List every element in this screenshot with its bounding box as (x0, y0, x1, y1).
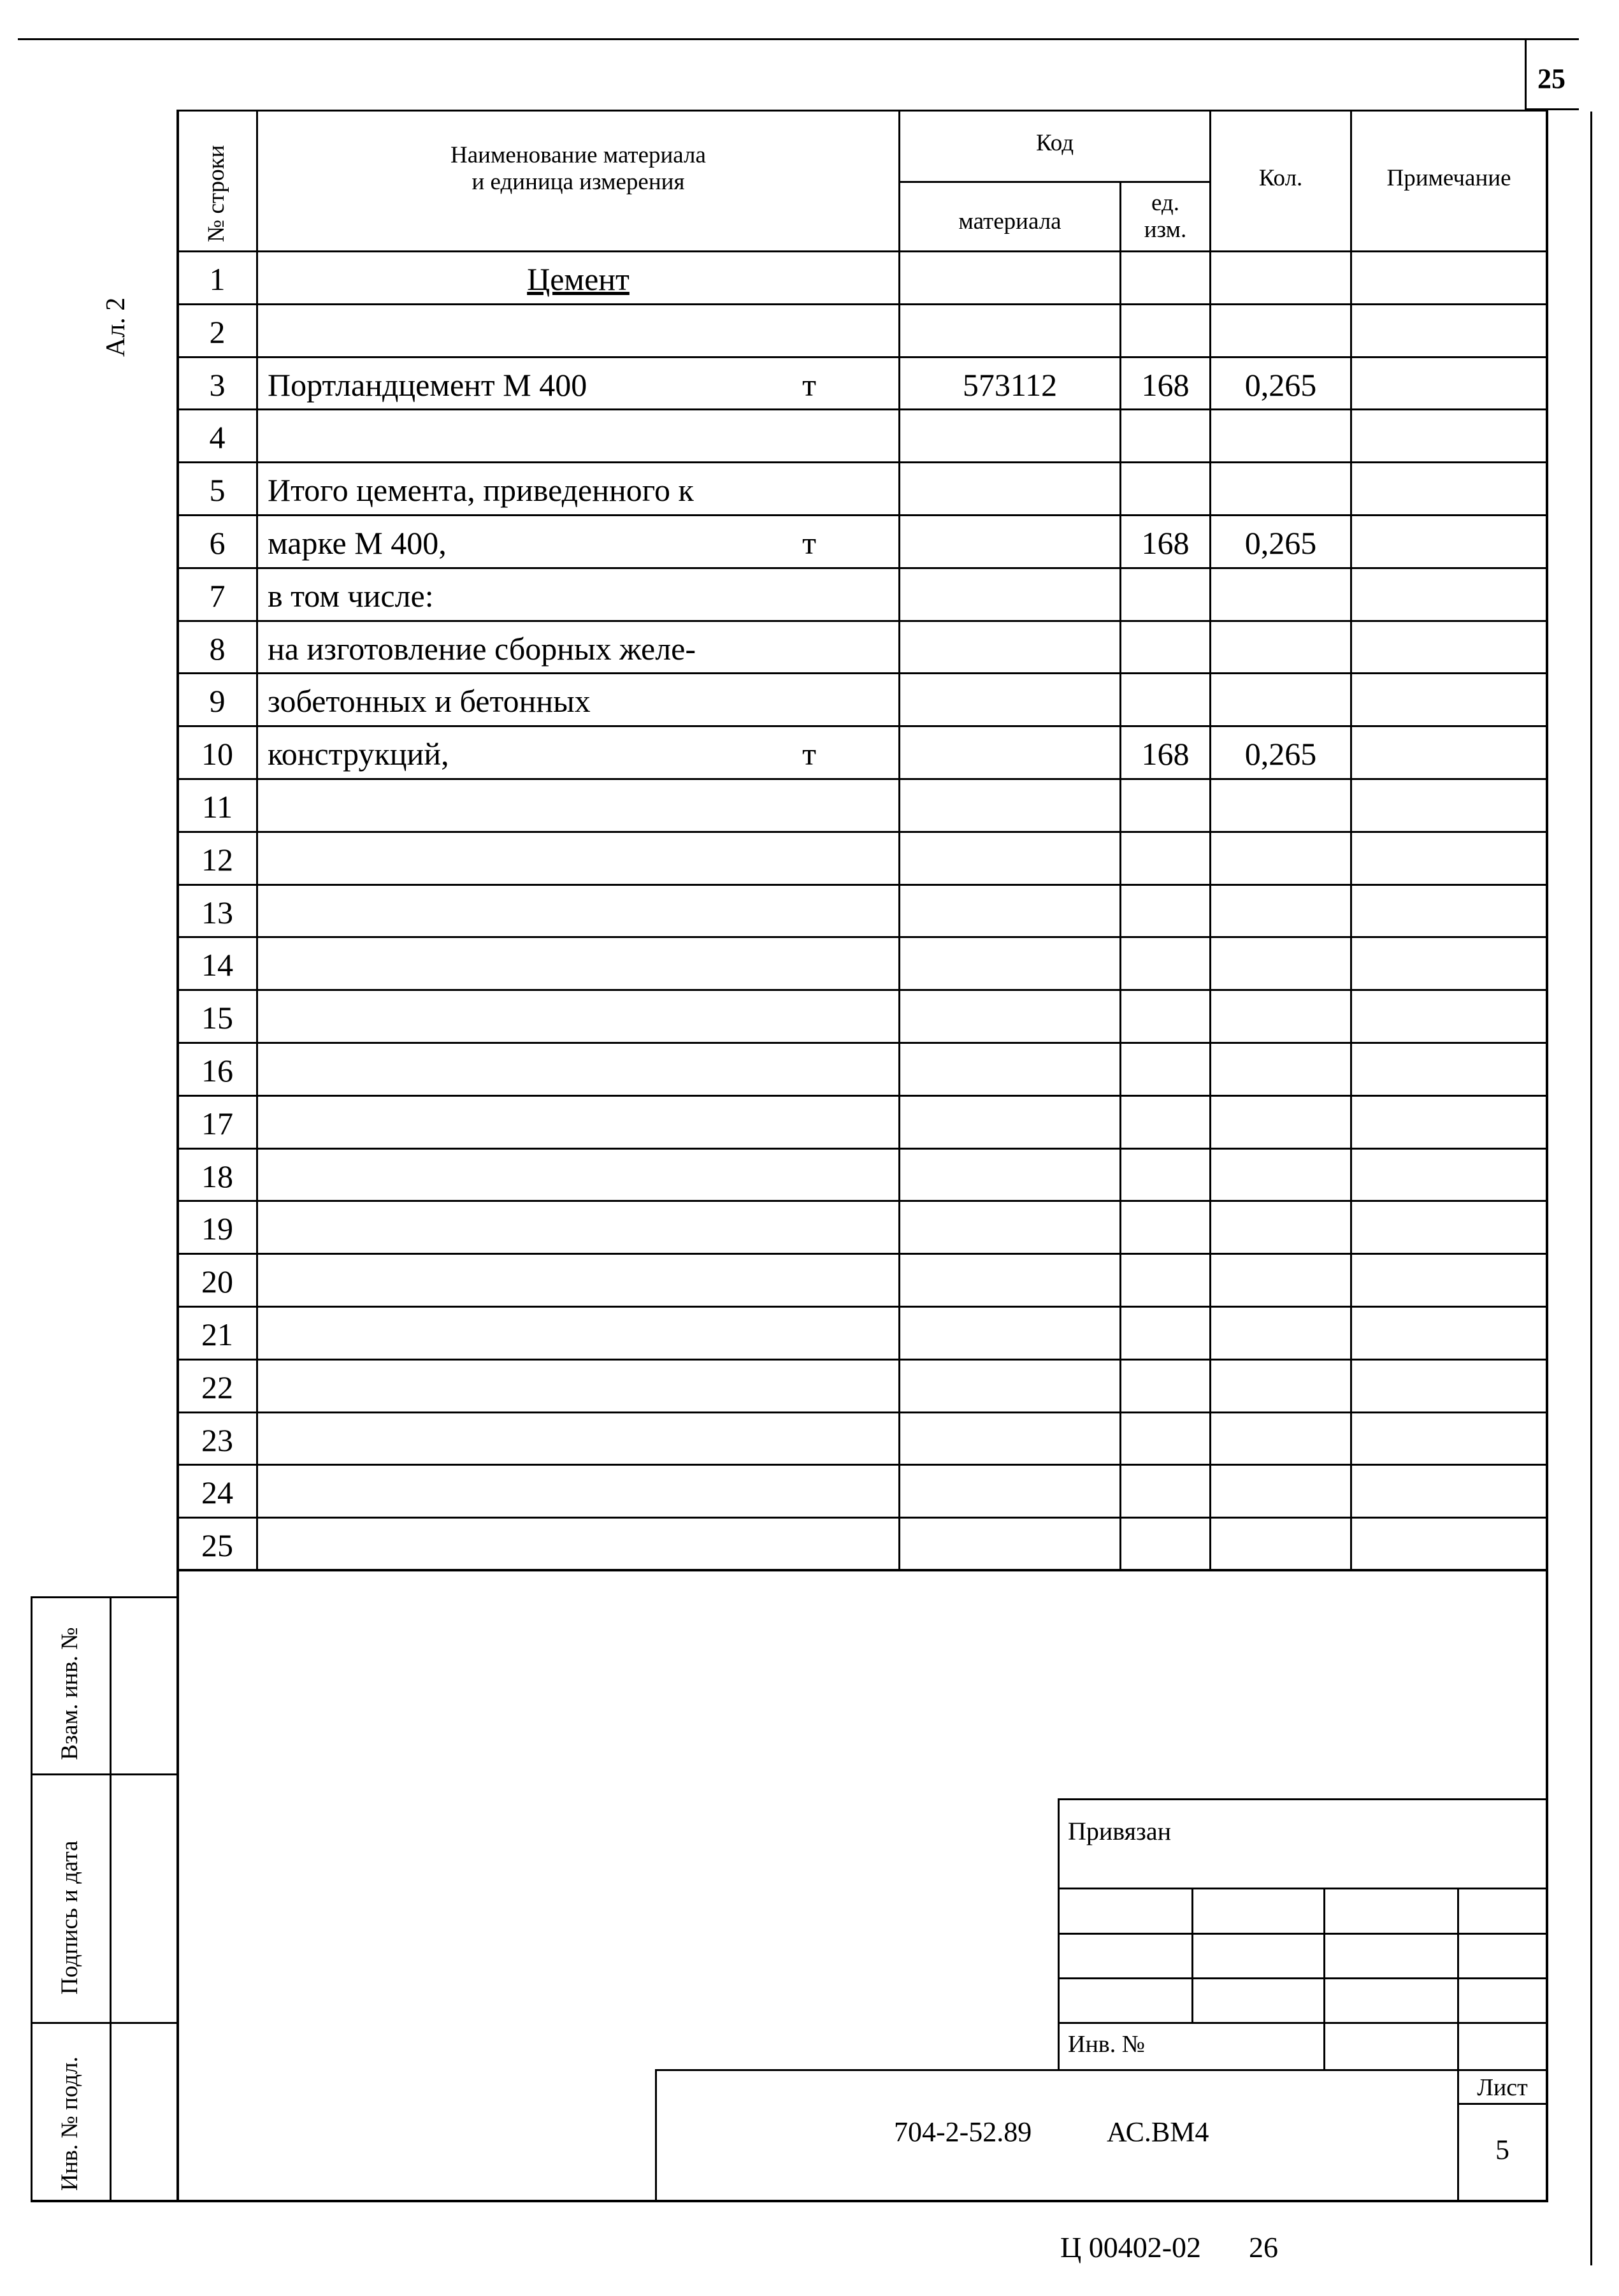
row-qty (1211, 938, 1350, 991)
row-qty (1211, 1413, 1350, 1466)
row-number: 16 (201, 1052, 233, 1088)
tb-privyazan: Привязан (1068, 1817, 1172, 1845)
row-note (1352, 252, 1546, 305)
row-qty (1211, 833, 1350, 886)
row-qty (1211, 780, 1350, 833)
sheet-side-label: Ал. 2 (101, 297, 131, 357)
row-unit-code (1121, 1150, 1209, 1202)
row-unit (784, 463, 835, 516)
row-unit-code (1121, 463, 1209, 516)
row-name (268, 1413, 816, 1466)
row-material-code (900, 1097, 1119, 1150)
row-number: 3 (209, 366, 226, 403)
side-stamp-podpis: Подпись и дата (57, 1840, 83, 1995)
row-unit (784, 1361, 835, 1413)
row-unit-code (1121, 622, 1209, 675)
row-material-code (900, 938, 1119, 991)
tb-grid-line-3 (1058, 1977, 1548, 1979)
row-qty (1211, 1097, 1350, 1150)
row-material-code (900, 833, 1119, 886)
row-note (1352, 1308, 1546, 1361)
row-note (1352, 1519, 1546, 1571)
header-row-number: № строки (203, 145, 229, 242)
side-stamp-mid (110, 1596, 112, 2202)
row-qty (1211, 1255, 1350, 1308)
row-unit-code (1121, 1044, 1209, 1097)
row-name (268, 1308, 816, 1361)
row-material-code: 573112 (962, 366, 1058, 403)
row-unit-code (1121, 410, 1209, 463)
row-qty (1211, 305, 1350, 358)
row-name: Цемент (527, 261, 630, 297)
tb-grid-line-1 (1058, 1888, 1548, 1889)
row-qty (1211, 569, 1350, 622)
row-name (268, 1255, 816, 1308)
header-code-material: материала (958, 208, 1061, 235)
row-number: 6 (209, 524, 226, 561)
right-margin-line (1590, 112, 1592, 2265)
row-note (1352, 727, 1546, 780)
row-unit (784, 569, 835, 622)
row-unit (784, 1150, 835, 1202)
row-name (268, 1466, 816, 1519)
row-name (268, 1097, 816, 1150)
row-name: зобетонных и бетонных (268, 682, 591, 719)
row-name (268, 1519, 816, 1571)
row-unit (784, 991, 835, 1044)
row-qty (1211, 1150, 1350, 1202)
row-unit-code (1121, 252, 1209, 305)
row-name (268, 410, 816, 463)
row-number: 17 (201, 1105, 233, 1141)
row-qty (1211, 886, 1350, 939)
row-qty: 0,265 (1244, 735, 1317, 772)
side-stamp-line-1 (31, 1773, 178, 1775)
table-body-bottom (176, 1569, 1548, 1571)
row-note (1352, 1150, 1546, 1202)
row-note (1352, 305, 1546, 358)
header-note: Примечание (1386, 165, 1511, 191)
sheet-bottom-border (31, 2200, 1548, 2202)
row-note (1352, 622, 1546, 675)
header-code-unit (1121, 185, 1209, 249)
header-name-text: Наименование материала и единица измерения (450, 142, 706, 195)
row-note (1352, 1255, 1546, 1308)
tb-main-top (655, 2069, 1548, 2071)
header-code-unit-text: ед. изм. (1144, 190, 1187, 243)
row-note (1352, 938, 1546, 991)
row-material-code (900, 1519, 1119, 1571)
row-name (268, 886, 816, 939)
row-number: 23 (201, 1422, 233, 1458)
header-name (258, 134, 898, 204)
row-unit-code (1121, 1097, 1209, 1150)
row-number: 22 (201, 1369, 233, 1405)
row-name (268, 1044, 816, 1097)
row-unit (784, 1413, 835, 1466)
row-number: 5 (209, 472, 226, 508)
row-note (1352, 1044, 1546, 1097)
tb-main-left (655, 2069, 657, 2201)
row-qty (1211, 1044, 1350, 1097)
row-number: 19 (201, 1210, 233, 1246)
row-name (268, 833, 816, 886)
row-qty (1211, 991, 1350, 1044)
code-subheader-line (898, 181, 1211, 183)
row-number: 10 (201, 735, 233, 772)
row-unit (784, 1519, 835, 1571)
row-qty (1211, 1202, 1350, 1255)
row-number: 9 (209, 682, 226, 719)
row-name: Портландцемент М 400 (268, 366, 587, 403)
row-name: на изготовление сборных желе- (268, 630, 696, 667)
tb-doc-code: 704-2-52.89 (894, 2116, 1032, 2148)
tb-top (1058, 1798, 1548, 1800)
row-note (1352, 410, 1546, 463)
row-name (268, 938, 816, 991)
row-name (268, 991, 816, 1044)
row-note (1352, 674, 1546, 727)
row-unit (784, 938, 835, 991)
row-qty (1211, 674, 1350, 727)
row-qty: 0,265 (1244, 366, 1317, 403)
row-note (1352, 833, 1546, 886)
row-material-code (900, 886, 1119, 939)
row-note (1352, 780, 1546, 833)
row-qty (1211, 1519, 1350, 1571)
row-material-code (900, 727, 1119, 780)
row-note (1352, 1466, 1546, 1519)
row-unit (784, 674, 835, 727)
row-note (1352, 358, 1546, 411)
row-material-code (900, 674, 1119, 727)
row-number: 25 (201, 1527, 233, 1563)
row-unit (784, 410, 835, 463)
row-unit-code (1121, 886, 1209, 939)
row-number: 14 (201, 946, 233, 983)
row-unit-code (1121, 780, 1209, 833)
row-unit-code (1121, 1413, 1209, 1466)
tb-vline-1 (1191, 1888, 1193, 2022)
row-material-code (900, 1202, 1119, 1255)
row-number: 12 (201, 841, 233, 877)
side-stamp-line-2 (31, 2022, 178, 2024)
side-stamp-left (31, 1596, 32, 2202)
row-unit-code (1121, 833, 1209, 886)
row-number: 18 (201, 1158, 233, 1194)
row-number: 8 (209, 630, 226, 667)
row-number: 15 (201, 999, 233, 1036)
row-unit-code (1121, 1361, 1209, 1413)
row-qty (1211, 1361, 1350, 1413)
side-stamp-top (31, 1596, 178, 1598)
row-material-code (900, 1466, 1119, 1519)
row-unit-code (1121, 674, 1209, 727)
row-material-code (900, 780, 1119, 833)
row-qty (1211, 463, 1350, 516)
row-number: 13 (201, 894, 233, 930)
row-name: Итого цемента, приведенного к (268, 472, 694, 508)
row-note (1352, 991, 1546, 1044)
row-name (268, 780, 816, 833)
row-name: в том числе: (268, 577, 434, 614)
row-unit (784, 1044, 835, 1097)
row-unit (784, 1255, 835, 1308)
row-qty: 0,265 (1244, 524, 1317, 561)
row-unit (784, 1466, 835, 1519)
row-material-code (900, 1308, 1119, 1361)
row-unit (784, 833, 835, 886)
row-unit (784, 252, 835, 305)
tb-doc-mark: АС.ВМ4 (1107, 2116, 1209, 2148)
row-number: 20 (201, 1263, 233, 1299)
tb-vline-2 (1323, 1888, 1325, 2070)
row-note (1352, 1097, 1546, 1150)
row-note (1352, 1361, 1546, 1413)
row-qty (1211, 1308, 1350, 1361)
row-material-code (900, 516, 1119, 569)
row-unit-code: 168 (1141, 735, 1190, 772)
row-material-code (900, 410, 1119, 463)
tb-sheet-label: Лист (1477, 2074, 1528, 2101)
page-number: 25 (1537, 63, 1565, 94)
row-unit-code (1121, 1519, 1209, 1571)
row-name (268, 305, 816, 358)
row-unit (784, 780, 835, 833)
row-unit: т (802, 366, 816, 403)
top-border (18, 38, 1579, 40)
row-number: 4 (209, 419, 226, 455)
row-note (1352, 886, 1546, 939)
row-number: 7 (209, 577, 226, 614)
side-stamp-inv: Инв. № подл. (57, 2056, 83, 2191)
row-material-code (900, 569, 1119, 622)
row-unit-code: 168 (1141, 524, 1190, 561)
row-unit-code (1121, 938, 1209, 991)
row-material-code (900, 463, 1119, 516)
row-number: 1 (209, 261, 226, 297)
row-unit: т (802, 735, 816, 772)
row-unit (784, 1308, 835, 1361)
row-qty (1211, 252, 1350, 305)
row-name (268, 1150, 816, 1202)
row-number: 21 (201, 1316, 233, 1352)
row-unit (784, 886, 835, 939)
row-name: конструкций, (268, 735, 449, 772)
row-unit (784, 305, 835, 358)
row-material-code (900, 1413, 1119, 1466)
row-number: 2 (209, 314, 226, 350)
header-code: Код (1035, 130, 1074, 156)
tb-inv-no: Инв. № (1068, 2031, 1145, 2058)
row-unit-code (1121, 1308, 1209, 1361)
side-stamp-vzam: Взам. инв. № (57, 1627, 83, 1760)
tb-sheet-number: 5 (1495, 2134, 1509, 2165)
row-name: марке М 400, (268, 524, 447, 561)
row-note (1352, 1413, 1546, 1466)
row-material-code (900, 1255, 1119, 1308)
row-material-code (900, 252, 1119, 305)
row-unit (784, 1097, 835, 1150)
footer-page: 26 (1249, 2231, 1278, 2264)
row-unit-code (1121, 569, 1209, 622)
row-material-code (900, 991, 1119, 1044)
row-note (1352, 1202, 1546, 1255)
col-line-1 (256, 110, 258, 1569)
row-qty (1211, 1466, 1350, 1519)
row-material-code (900, 1150, 1119, 1202)
row-unit-code (1121, 305, 1209, 358)
row-unit-code (1121, 1202, 1209, 1255)
row-unit-code (1121, 1466, 1209, 1519)
tb-grid-line-4 (1058, 2022, 1548, 2024)
row-note (1352, 516, 1546, 569)
row-material-code (900, 622, 1119, 675)
table-left-border (176, 110, 179, 2202)
tb-grid-line-2 (1058, 1933, 1548, 1935)
row-unit (784, 622, 835, 675)
footer-code: Ц 00402-02 (1060, 2231, 1202, 2264)
row-unit-code (1121, 1255, 1209, 1308)
row-material-code (900, 1044, 1119, 1097)
row-qty (1211, 410, 1350, 463)
row-qty (1211, 622, 1350, 675)
row-number: 11 (201, 788, 233, 825)
row-note (1352, 463, 1546, 516)
page-number-box-left (1525, 38, 1527, 110)
row-name (268, 1202, 816, 1255)
row-unit-code: 168 (1141, 366, 1190, 403)
row-material-code (900, 305, 1119, 358)
row-unit: т (802, 524, 816, 561)
row-unit (784, 1202, 835, 1255)
row-name (268, 1361, 816, 1413)
row-material-code (900, 1361, 1119, 1413)
row-number: 24 (201, 1474, 233, 1510)
header-qty: Кол. (1258, 165, 1303, 191)
row-note (1352, 569, 1546, 622)
table-top-border (176, 110, 1548, 112)
row-unit-code (1121, 991, 1209, 1044)
